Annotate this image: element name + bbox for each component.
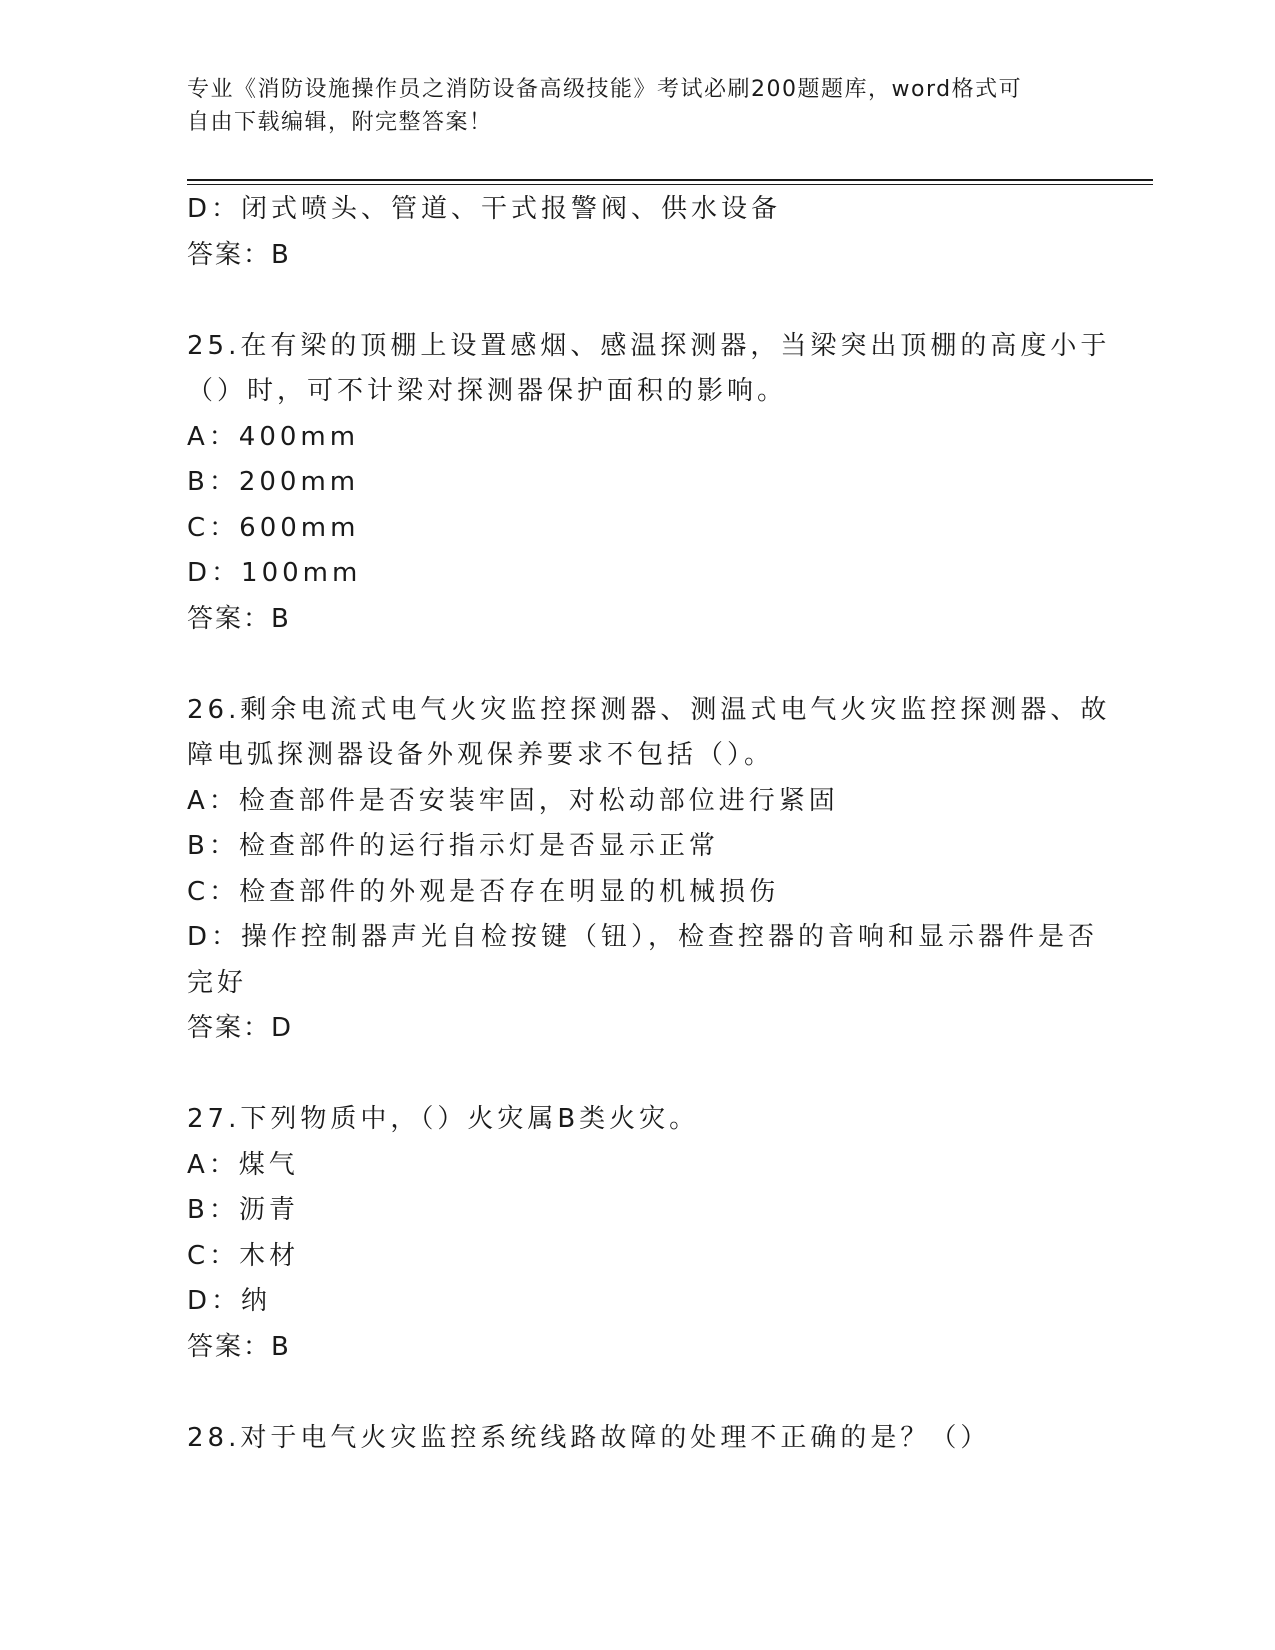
- header-line-2: 自由下载编辑，附完整答案！: [187, 110, 493, 135]
- option-c: C：600mm: [187, 512, 360, 543]
- answer-line: 答案：B: [187, 1331, 291, 1362]
- option-c: C：检查部件的外观是否存在明显的机械损伤: [187, 876, 780, 907]
- spacer: [187, 642, 1087, 688]
- question-27: [187, 1097, 1087, 1370]
- option-d: D：操作控制器声光自检按键（钮），检查控器的音响和显示器件是否: [187, 922, 1099, 952]
- question-26: [187, 688, 1111, 1052]
- question-stem: （）时，可不计梁对探测器保护面积的影响。: [187, 376, 788, 406]
- spacer: [187, 278, 1087, 324]
- option-a: A：煤气: [187, 1149, 299, 1180]
- option-a: A：400mm: [187, 421, 360, 452]
- question-stem: 28.对于电气火灾监控系统线路故障的处理不正确的是？（）: [187, 1422, 991, 1453]
- answer-line: 答案：B: [187, 239, 291, 270]
- header-divider-thin: [187, 184, 1153, 185]
- option-d: D：纳: [187, 1286, 272, 1316]
- document-body: [187, 187, 1111, 1461]
- option-b: B：沥青: [187, 1195, 299, 1225]
- option-b: B：200mm: [187, 467, 360, 497]
- option-d-continued: 完好: [187, 967, 248, 998]
- question-stem: 25.在有梁的顶棚上设置感烟、感温探测器，当梁突出顶棚的高度小于: [187, 330, 1111, 361]
- document-header: [187, 73, 1067, 139]
- previous-question-tail: [187, 187, 1087, 278]
- option-d: D：闭式喷头、管道、干式报警阀、供水设备: [187, 194, 782, 224]
- question-stem: 27.下列物质中，（）火灾属B类火灾。: [187, 1104, 700, 1134]
- question-28: [187, 1416, 1087, 1462]
- header-line-1: 专业《消防设施操作员之消防设备高级技能》考试必刷200题题库，word格式可: [187, 77, 1023, 102]
- answer-line: 答案：D: [187, 1013, 294, 1043]
- option-d: D：100mm: [187, 558, 362, 588]
- question-stem: 障电弧探测器设备外观保养要求不包括（）。: [187, 740, 775, 770]
- spacer: [187, 1052, 1087, 1098]
- option-b: B：检查部件的运行指示灯是否显示正常: [187, 831, 719, 861]
- question-stem: 26.剩余电流式电气火灾监控探测器、测温式电气火灾监控探测器、故: [187, 694, 1111, 725]
- option-a: A：检查部件是否安装牢固，对松动部位进行紧固: [187, 785, 839, 816]
- question-25: [187, 324, 1111, 643]
- option-c: C：木材: [187, 1240, 300, 1271]
- answer-line: 答案：B: [187, 603, 291, 634]
- spacer: [187, 1370, 1087, 1416]
- header-divider-thick: [187, 179, 1153, 181]
